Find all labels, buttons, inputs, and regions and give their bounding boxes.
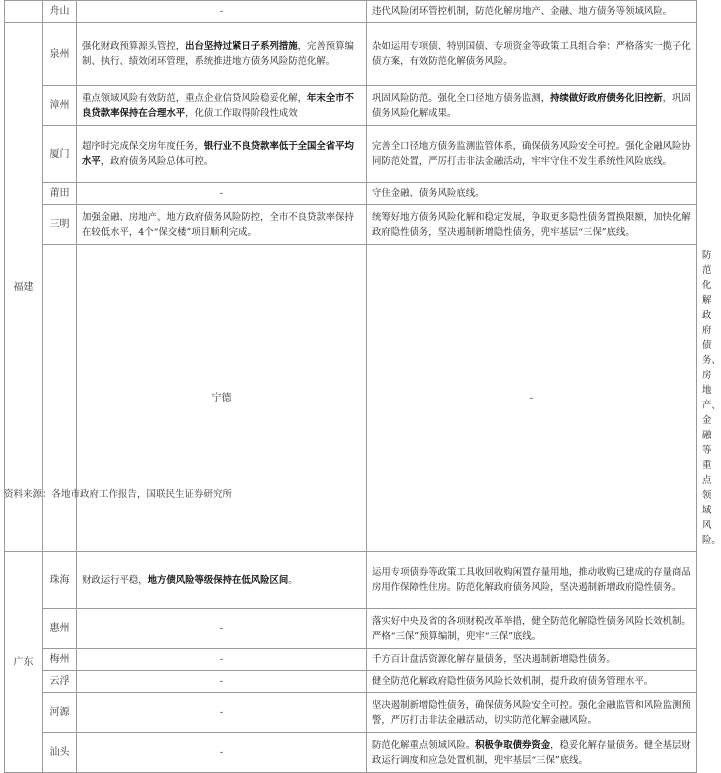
table-row	[5, 609, 697, 649]
city-cell: 惠州	[43, 609, 77, 649]
progress-cell: 加强金融、房地产、地方政府债务风险防控，全市不良贷款率保持在较低水平，4个“保交楼”项目顺利完成。	[77, 205, 367, 245]
dash-text: -	[219, 6, 224, 17]
plan-cell	[367, 733, 697, 773]
city-cell: 宁德	[77, 245, 367, 552]
bold-highlight: 持续做好政府债务化旧控新	[550, 92, 663, 104]
table-row	[5, 205, 697, 245]
dash-text: -	[219, 747, 224, 758]
progress-cell	[77, 609, 367, 649]
dash-text: -	[529, 392, 534, 404]
progress-cell	[77, 671, 367, 693]
text-part: ，完善预算编制、执行、绩效闭环管理，系统推进地方债务风险防范化解。	[82, 41, 354, 67]
progress-cell	[77, 23, 367, 86]
bold-highlight: 积极争取债券资金	[475, 739, 551, 751]
table-row	[5, 649, 697, 671]
text-part: 防范化解重点领域风险。	[372, 739, 476, 751]
table-row	[5, 693, 697, 733]
progress-cell	[77, 126, 367, 183]
city-cell: 泉州	[43, 23, 77, 86]
plan-cell: 千方百计盘活资源化解存量债务，坚决遏制新增隐性债务。	[367, 649, 697, 671]
table-row	[5, 1, 697, 23]
plan-cell: 运用专项债券等政策工具收回收购闲置存量用地，推动收购已建成的存量商品房用作保障性住房。防范化解政府债务风险，坚决遏制新增政府隐性债务。	[367, 552, 697, 609]
text-part: 财政运行平稳，	[82, 574, 148, 586]
bold-highlight: 银行业不良贷款率低于全国全省平均水平	[82, 141, 354, 167]
table-row	[5, 552, 697, 609]
progress-cell	[367, 245, 697, 552]
city-cell: 云浮	[43, 671, 77, 693]
province-cell-zhejiang	[5, 1, 43, 23]
city-cell: 珠海	[43, 552, 77, 609]
text-part: 重点领域风险有效防范，重点企业信贷风险稳妥化解，	[82, 92, 308, 104]
progress-cell	[77, 183, 367, 205]
city-cell: 舟山	[43, 1, 77, 23]
plan-cell: 杂如运用专项债、特别国债、专项资金等政策工具组合拳：严格落实一揽子化债方案，有效防范化解债务风险。	[367, 23, 697, 86]
dash-text: -	[219, 707, 224, 718]
text-part: 。	[288, 574, 298, 586]
table-row	[5, 733, 697, 773]
city-cell: 河源	[43, 693, 77, 733]
table-row	[5, 126, 697, 183]
text-part: ，政府债务风险总体可控。	[100, 156, 214, 167]
progress-cell	[77, 86, 367, 126]
plan-cell: 完善全口径地方债务监测监管体系，确保债务风险安全可控。强化金融风险协同防范处置，严厉打击非法金融活动，牢牢守住不发生系统性风险底线。	[367, 126, 697, 183]
bold-highlight: 出台坚持过紧日子系列措施	[185, 41, 298, 52]
province-cell-guangdong: 广东	[5, 552, 43, 773]
city-cell: 三明	[43, 205, 77, 245]
table-row	[5, 23, 697, 86]
bold-highlight: 地方债风险等级保持在低风险区间	[147, 574, 289, 586]
text-part: 巩固风险防范。强化全口径地方债务监测，	[372, 92, 551, 104]
plan-cell: 落实好中央及省的各项财税改革举措，健全防范化解隐性债务风险长效机制。严格“三保”预算编制，兜牢“三保”底线。	[367, 609, 697, 649]
plan-cell: 守住金融、债务风险底线。	[367, 183, 697, 205]
dash-text: -	[219, 654, 224, 665]
plan-cell: 健全防范化解政府隐性债务风险长效机制，提升政府债务管理水平。	[367, 671, 697, 693]
dash-text: -	[219, 188, 224, 199]
text-part: 强化财政预算源头管控，	[82, 41, 186, 52]
bold-highlight: 年末全市不良贷款率保持在合理水平	[82, 92, 354, 119]
city-cell: 漳州	[43, 86, 77, 126]
progress-cell	[77, 733, 367, 773]
plan-cell	[367, 86, 697, 126]
progress-cell	[77, 552, 367, 609]
table-row	[5, 183, 697, 205]
city-cell: 厦门	[43, 126, 77, 183]
city-cell: 汕头	[43, 733, 77, 773]
plan-cell: 统筹好地方债务风险化解和稳定发展，争取更多隐性债务置换限额，加快化解政府隐性债务，坚决遏制新增隐性债务，兜牢基层“三保”底线。	[367, 205, 697, 245]
dash-text: -	[219, 623, 224, 634]
text-part: 超序时完成保交房年度任务，	[82, 141, 204, 152]
progress-cell	[77, 693, 367, 733]
province-cell-fujian: 福建	[5, 23, 43, 552]
city-policy-table	[4, 0, 721, 773]
plan-cell: 违代风险闭环管控机制，防范化解房地产、金融、地方债务等领域风险。	[367, 1, 697, 23]
progress-cell	[77, 1, 367, 23]
table-row: 宁德 - 防范化解政府债务、房地产、金融等重点领域风险。	[5, 245, 697, 552]
table-row	[5, 671, 697, 693]
plan-cell: 坚决遏制新增隐性债务，确保债务风险安全可控。强化金融监管和风险监测预警，严厉打击非法金融活动，切实防范化解金融风险。	[367, 693, 697, 733]
text-part: ，化债工作取得阶段性成效	[185, 107, 298, 119]
city-cell: 梅州	[43, 649, 77, 671]
progress-cell	[77, 649, 367, 671]
dash-text: -	[219, 676, 224, 687]
province-cell-fujian-end	[43, 245, 77, 552]
source-note: 资料来源：各地市政府工作报告，国联民生证券研究所	[4, 489, 233, 500]
text-part: ，巩固债务风险化解成果。	[372, 92, 691, 119]
table-row	[5, 86, 697, 126]
text-part: ，稳妥化解存量债务。健全基层财政运行调度和应急处置机制，兜牢基层“三保”底线。	[372, 739, 691, 766]
city-cell: 莆田	[43, 183, 77, 205]
